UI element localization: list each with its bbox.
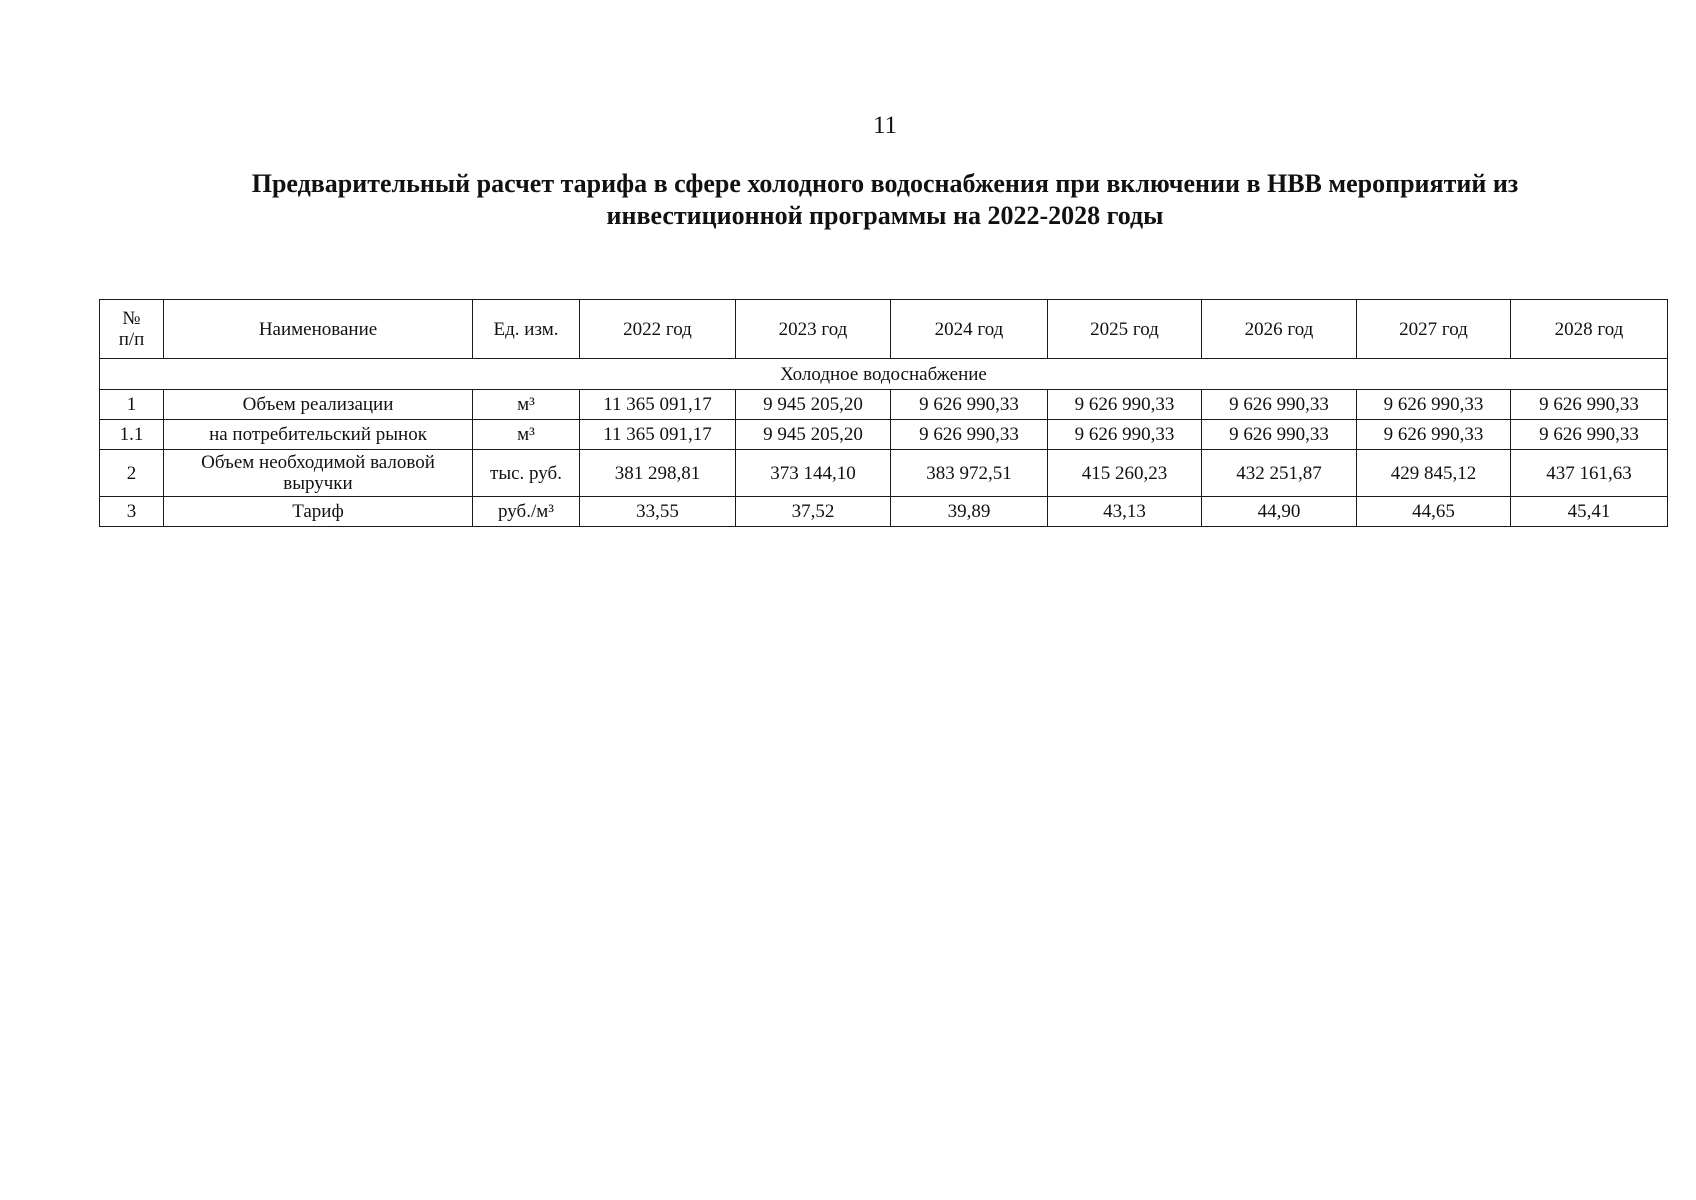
row-value: 9 626 990,33 (1202, 420, 1357, 450)
row-num: 1 (100, 390, 164, 420)
row-name: Объем реализации (164, 390, 473, 420)
header-year: 2024 год (891, 300, 1048, 359)
row-value: 9 945 205,20 (736, 420, 891, 450)
document-title-line-1: Предварительный расчет тарифа в сфере холодного водоснабжения при включении в НВВ мероприятий из (251, 169, 1519, 198)
row-value: 437 161,63 (1511, 450, 1668, 497)
row-value: 383 972,51 (891, 450, 1048, 497)
header-year: 2027 год (1357, 300, 1511, 359)
header-year: 2023 год (736, 300, 891, 359)
row-value: 9 945 205,20 (736, 390, 891, 420)
section-title: Холодное водоснабжение (100, 359, 1668, 390)
table-header-row (100, 300, 1668, 359)
row-name: на потребительский рынок (164, 420, 473, 450)
row-value: 37,52 (736, 497, 891, 527)
header-year: 2025 год (1048, 300, 1202, 359)
row-value: 11 365 091,17 (580, 420, 736, 450)
row-value: 9 626 990,33 (1048, 420, 1202, 450)
row-value: 33,55 (580, 497, 736, 527)
header-unit: Ед. изм. (473, 300, 580, 359)
header-name: Наименование (164, 300, 473, 359)
row-value: 9 626 990,33 (1357, 390, 1511, 420)
row-num: 1.1 (100, 420, 164, 450)
table-row (100, 450, 1668, 497)
row-unit: м³ (473, 390, 580, 420)
header-num-line-1: № (122, 308, 141, 329)
row-value: 9 626 990,33 (1357, 420, 1511, 450)
row-value: 43,13 (1048, 497, 1202, 527)
tariff-table (99, 299, 1668, 527)
header-year: 2026 год (1202, 300, 1357, 359)
row-unit: руб./м³ (473, 497, 580, 527)
row-value: 9 626 990,33 (891, 390, 1048, 420)
table-row (100, 420, 1668, 450)
row-value: 9 626 990,33 (1511, 390, 1668, 420)
row-value: 9 626 990,33 (1048, 390, 1202, 420)
section-row (100, 359, 1668, 390)
row-value: 381 298,81 (580, 450, 736, 497)
table-row (100, 390, 1668, 420)
row-value: 11 365 091,17 (580, 390, 736, 420)
row-unit: тыс. руб. (473, 450, 580, 497)
row-value: 9 626 990,33 (1202, 390, 1357, 420)
row-value: 9 626 990,33 (891, 420, 1048, 450)
row-value: 39,89 (891, 497, 1048, 527)
document-title-line-2: инвестиционной программы на 2022-2028 годы (606, 201, 1164, 230)
row-unit: м³ (473, 420, 580, 450)
row-name: Объем необходимой валовой выручки (164, 450, 473, 497)
header-year: 2022 год (580, 300, 736, 359)
row-name: Тариф (164, 497, 473, 527)
table-row (100, 497, 1668, 527)
row-value: 44,65 (1357, 497, 1511, 527)
row-value: 432 251,87 (1202, 450, 1357, 497)
row-value: 415 260,23 (1048, 450, 1202, 497)
row-value: 44,90 (1202, 497, 1357, 527)
header-year: 2028 год (1511, 300, 1668, 359)
document-title (120, 168, 1650, 232)
row-value: 9 626 990,33 (1511, 420, 1668, 450)
row-value: 373 144,10 (736, 450, 891, 497)
header-num-line-2: п/п (118, 329, 145, 350)
row-value: 429 845,12 (1357, 450, 1511, 497)
page-number: 11 (872, 112, 898, 139)
row-num: 3 (100, 497, 164, 527)
row-value: 45,41 (1511, 497, 1668, 527)
header-num (100, 300, 164, 359)
row-num: 2 (100, 450, 164, 497)
